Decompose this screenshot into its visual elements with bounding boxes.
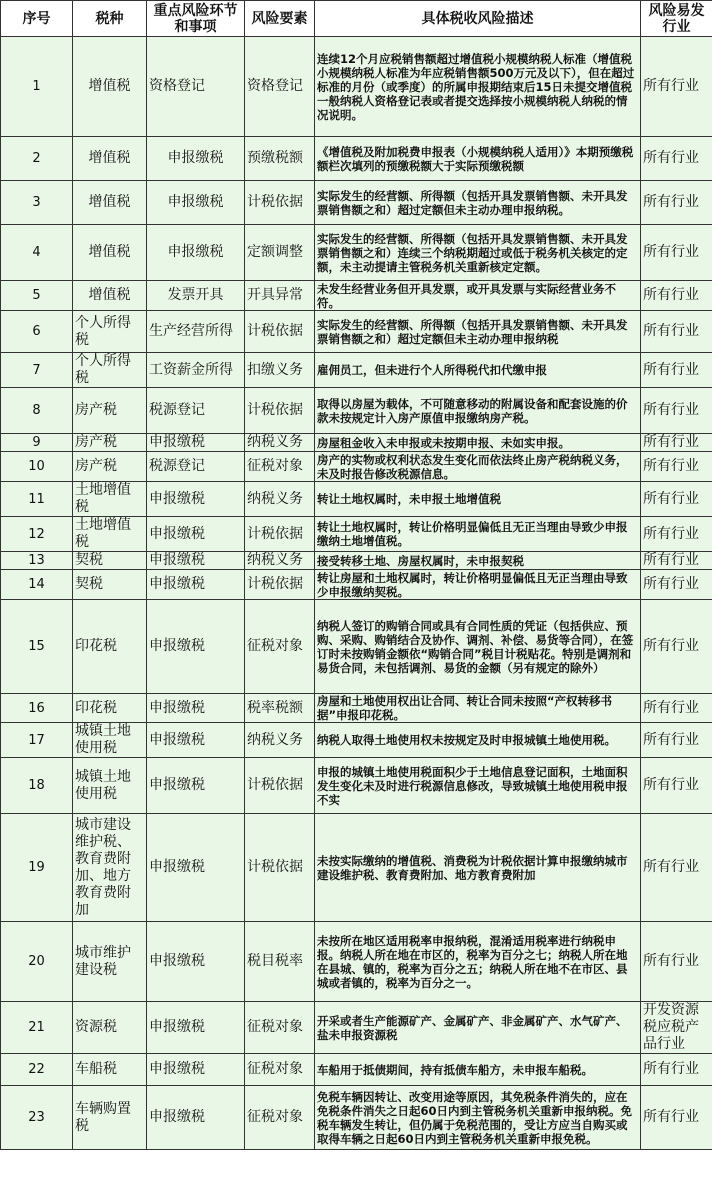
risk-element-cell: 资格登记 xyxy=(245,37,315,137)
table-row xyxy=(1,694,712,723)
risk-phase-cell: 申报缴税 xyxy=(147,814,245,922)
risk-description-cell: 取得以房屋为载体，不可随意移动的附属设备和配套设施的价款未按规定计入房产原值申报缴纳房产税。 xyxy=(315,388,641,434)
row-number-cell: 18 xyxy=(1,758,73,814)
risk-phase-cell: 申报缴税 xyxy=(147,723,245,758)
risk-description-cell: 房屋租金收入未申报或未按期申报、未如实申报。 xyxy=(315,434,641,452)
risk-element-cell: 计税依据 xyxy=(245,570,315,600)
risk-industry-cell: 所有行业 xyxy=(641,552,712,570)
row-number-cell: 1 xyxy=(1,37,73,137)
risk-description-cell: 纳税人签订的购销合同或具有合同性质的凭证（包括供应、预购、采购、购销结合及协作、调剂、补偿、易货等合同），在签订时未按购销金额依“购销合同”税目计税贴花。特别是调剂和易货合同，未包括调剂、易货的金额（另有规定的除外） xyxy=(315,600,641,694)
tax-type-cell: 增值税 xyxy=(73,225,147,281)
table-row xyxy=(1,758,712,814)
tax-type-cell: 城市建设维护税、教育费附加、地方教育费附加 xyxy=(73,814,147,922)
tax-type-cell: 城市维护建设税 xyxy=(73,922,147,1002)
tax-type-cell: 资源税 xyxy=(73,1002,147,1054)
risk-element-cell: 征税对象 xyxy=(245,1002,315,1054)
row-number-cell: 20 xyxy=(1,922,73,1002)
risk-description-cell: 申报的城镇土地使用税面积少于土地信息登记面积，土地面积发生变化未及时进行税源信息修改，导致城镇土地使用税申报不实 xyxy=(315,758,641,814)
header-phase: 重点风险环节和事项 xyxy=(147,1,245,37)
risk-industry-cell: 所有行业 xyxy=(641,434,712,452)
tax-type-cell: 契税 xyxy=(73,552,147,570)
risk-industry-cell: 所有行业 xyxy=(641,482,712,517)
tax-type-cell: 城镇土地使用税 xyxy=(73,758,147,814)
risk-element-cell: 税目税率 xyxy=(245,922,315,1002)
risk-industry-cell: 所有行业 xyxy=(641,600,712,694)
header-desc: 具体税收风险描述 xyxy=(315,1,641,37)
risk-element-cell: 扣缴义务 xyxy=(245,353,315,388)
risk-phase-cell: 申报缴税 xyxy=(147,434,245,452)
risk-industry-cell: 所有行业 xyxy=(641,570,712,600)
table-row xyxy=(1,452,712,482)
risk-element-cell: 征税对象 xyxy=(245,600,315,694)
risk-phase-cell: 发票开具 xyxy=(147,281,245,311)
risk-industry-cell: 所有行业 xyxy=(641,922,712,1002)
risk-element-cell: 开具异常 xyxy=(245,281,315,311)
risk-phase-cell: 申报缴税 xyxy=(147,181,245,225)
risk-description-cell: 纳税人取得土地使用权未按规定及时申报城镇土地使用税。 xyxy=(315,723,641,758)
risk-phase-cell: 申报缴税 xyxy=(147,922,245,1002)
tax-type-cell: 个人所得税 xyxy=(73,353,147,388)
risk-phase-cell: 资格登记 xyxy=(147,37,245,137)
risk-element-cell: 计税依据 xyxy=(245,758,315,814)
risk-element-cell: 计税依据 xyxy=(245,388,315,434)
risk-description-cell: 转让土地权属时，转让价格明显偏低且无正当理由导致少申报缴纳土地增值税。 xyxy=(315,517,641,552)
table-row xyxy=(1,723,712,758)
risk-industry-cell: 所有行业 xyxy=(641,517,712,552)
table-row xyxy=(1,814,712,922)
row-number-cell: 21 xyxy=(1,1002,73,1054)
row-number-cell: 3 xyxy=(1,181,73,225)
row-number-cell: 13 xyxy=(1,552,73,570)
risk-element-cell: 计税依据 xyxy=(245,181,315,225)
row-number-cell: 7 xyxy=(1,353,73,388)
row-number-cell: 15 xyxy=(1,600,73,694)
risk-description-cell: 未发生经营业务但开具发票，或开具发票与实际经营业务不符。 xyxy=(315,281,641,311)
tax-type-cell: 增值税 xyxy=(73,281,147,311)
risk-description-cell: 房屋和土地使用权出让合同、转让合同未按照“产权转移书据”申报印花税。 xyxy=(315,694,641,723)
row-number-cell: 4 xyxy=(1,225,73,281)
header-tax: 税种 xyxy=(73,1,147,37)
row-number-cell: 10 xyxy=(1,452,73,482)
tax-type-cell: 印花税 xyxy=(73,694,147,723)
table-row xyxy=(1,570,712,600)
risk-industry-cell: 所有行业 xyxy=(641,181,712,225)
risk-description-cell: 转让房屋和土地权属时，转让价格明显偏低且无正当理由导致少申报缴纳契税。 xyxy=(315,570,641,600)
risk-description-cell: 实际发生的经营额、所得额（包括开具发票销售额、未开具发票销售额之和）连续三个纳税期超过或低于税务机关核定的定额，未主动提请主管税务机关重新核定定额。 xyxy=(315,225,641,281)
risk-phase-cell: 申报缴税 xyxy=(147,1054,245,1086)
row-number-cell: 8 xyxy=(1,388,73,434)
risk-element-cell: 计税依据 xyxy=(245,517,315,552)
risk-description-cell: 实际发生的经营额、所得额（包括开具发票销售额、未开具发票销售额之和）超过定额但未主动办理申报纳税。 xyxy=(315,181,641,225)
table-body xyxy=(1,37,712,1150)
row-number-cell: 9 xyxy=(1,434,73,452)
risk-industry-cell: 所有行业 xyxy=(641,225,712,281)
tax-type-cell: 城镇土地使用税 xyxy=(73,723,147,758)
risk-description-cell: 转让土地权属时，未申报土地增值税 xyxy=(315,482,641,517)
risk-element-cell: 纳税义务 xyxy=(245,723,315,758)
risk-industry-cell: 所有行业 xyxy=(641,723,712,758)
risk-element-cell: 纳税义务 xyxy=(245,552,315,570)
risk-description-cell: 开采或者生产能源矿产、金属矿产、非金属矿产、水气矿产、盐未申报资源税 xyxy=(315,1002,641,1054)
tax-type-cell: 车辆购置税 xyxy=(73,1086,147,1150)
risk-industry-cell: 所有行业 xyxy=(641,758,712,814)
risk-industry-cell: 所有行业 xyxy=(641,452,712,482)
tax-type-cell: 土地增值税 xyxy=(73,517,147,552)
risk-phase-cell: 税源登记 xyxy=(147,452,245,482)
table-row xyxy=(1,225,712,281)
row-number-cell: 5 xyxy=(1,281,73,311)
risk-industry-cell: 所有行业 xyxy=(641,37,712,137)
table-row xyxy=(1,353,712,388)
risk-industry-cell: 所有行业 xyxy=(641,311,712,353)
table-row xyxy=(1,517,712,552)
row-number-cell: 23 xyxy=(1,1086,73,1150)
risk-phase-cell: 生产经营所得 xyxy=(147,311,245,353)
risk-industry-cell: 所有行业 xyxy=(641,814,712,922)
risk-description-cell: 《增值税及附加税费申报表（小规模纳税人适用）》本期预缴税额栏次填列的预缴税额大于实际预缴税额 xyxy=(315,137,641,181)
risk-industry-cell: 开发资源税应税产品行业 xyxy=(641,1002,712,1054)
tax-type-cell: 契税 xyxy=(73,570,147,600)
header-no: 序号 xyxy=(1,1,73,37)
table-row xyxy=(1,388,712,434)
risk-description-cell: 实际发生的经营额、所得额（包括开具发票销售额、未开具发票销售额之和）超过定额但未主动办理申报纳税 xyxy=(315,311,641,353)
tax-type-cell: 个人所得税 xyxy=(73,311,147,353)
tax-type-cell: 印花税 xyxy=(73,600,147,694)
table-row xyxy=(1,1054,712,1086)
header-industry: 风险易发行业 xyxy=(641,1,712,37)
row-number-cell: 11 xyxy=(1,482,73,517)
risk-phase-cell: 申报缴税 xyxy=(147,482,245,517)
table-row xyxy=(1,37,712,137)
row-number-cell: 19 xyxy=(1,814,73,922)
tax-type-cell: 增值税 xyxy=(73,37,147,137)
risk-phase-cell: 税源登记 xyxy=(147,388,245,434)
tax-type-cell: 增值税 xyxy=(73,137,147,181)
risk-phase-cell: 申报缴税 xyxy=(147,137,245,181)
table-row xyxy=(1,137,712,181)
risk-industry-cell: 所有行业 xyxy=(641,694,712,723)
risk-phase-cell: 申报缴税 xyxy=(147,570,245,600)
risk-phase-cell: 申报缴税 xyxy=(147,1086,245,1150)
table-row xyxy=(1,552,712,570)
risk-phase-cell: 工资薪金所得 xyxy=(147,353,245,388)
table-row xyxy=(1,181,712,225)
risk-element-cell: 税率税额 xyxy=(245,694,315,723)
risk-industry-cell: 所有行业 xyxy=(641,353,712,388)
risk-industry-cell: 所有行业 xyxy=(641,1086,712,1150)
risk-element-cell: 定额调整 xyxy=(245,225,315,281)
risk-phase-cell: 申报缴税 xyxy=(147,225,245,281)
risk-description-cell: 房产的实物或权利状态发生变化而依法终止房产税纳税义务，未及时报告修改税源信息。 xyxy=(315,452,641,482)
risk-description-cell: 连续12个月应税销售额超过增值税小规模纳税人标准（增值税小规模纳税人标准为年应税销售额500万元及以下），但在超过标准的月份（或季度）的所属申报期结束后15日未提交增值税一般纳税人资格登记表或者提交选择按小规模纳税人纳税的情况说明。 xyxy=(315,37,641,137)
risk-element-cell: 纳税义务 xyxy=(245,434,315,452)
risk-element-cell: 预缴税额 xyxy=(245,137,315,181)
table-row xyxy=(1,1086,712,1150)
tax-type-cell: 增值税 xyxy=(73,181,147,225)
row-number-cell: 6 xyxy=(1,311,73,353)
header-element: 风险要素 xyxy=(245,1,315,37)
tax-type-cell: 房产税 xyxy=(73,452,147,482)
risk-industry-cell: 所有行业 xyxy=(641,388,712,434)
row-number-cell: 16 xyxy=(1,694,73,723)
row-number-cell: 17 xyxy=(1,723,73,758)
risk-phase-cell: 申报缴税 xyxy=(147,517,245,552)
table-row xyxy=(1,600,712,694)
tax-type-cell: 土地增值税 xyxy=(73,482,147,517)
row-number-cell: 14 xyxy=(1,570,73,600)
risk-description-cell: 接受转移土地、房屋权属时，未申报契税 xyxy=(315,552,641,570)
table-row xyxy=(1,922,712,1002)
risk-description-cell: 未按所在地区适用税率申报纳税，混淆适用税率进行纳税申报。纳税人所在地在市区的，税率为百分之七；纳税人所在地在县城、镇的，税率为百分之五；纳税人所在地不在市区、县城或者镇的，税率为百分之一。 xyxy=(315,922,641,1002)
risk-phase-cell: 申报缴税 xyxy=(147,552,245,570)
table-row xyxy=(1,482,712,517)
tax-type-cell: 房产税 xyxy=(73,388,147,434)
risk-description-cell: 免税车辆因转让、改变用途等原因，其免税条件消失的，应在免税条件消失之日起60日内到主管税务机关重新申报纳税。免税车辆发生转让，但仍属于免税范围的，受让方应当自购买或取得车辆之日起60日内到主管税务机关重新申报免税。 xyxy=(315,1086,641,1150)
table-row xyxy=(1,1002,712,1054)
tax-type-cell: 车船税 xyxy=(73,1054,147,1086)
tax-type-cell: 房产税 xyxy=(73,434,147,452)
risk-element-cell: 纳税义务 xyxy=(245,482,315,517)
risk-phase-cell: 申报缴税 xyxy=(147,758,245,814)
risk-element-cell: 计税依据 xyxy=(245,311,315,353)
table-row xyxy=(1,311,712,353)
risk-description-cell: 未按实际缴纳的增值税、消费税为计税依据计算申报缴纳城市建设维护税、教育费附加、地方教育费附加 xyxy=(315,814,641,922)
risk-phase-cell: 申报缴税 xyxy=(147,694,245,723)
risk-industry-cell: 所有行业 xyxy=(641,137,712,181)
risk-industry-cell: 所有行业 xyxy=(641,281,712,311)
risk-element-cell: 征税对象 xyxy=(245,1086,315,1150)
risk-description-cell: 车船用于抵债期间，持有抵债车船方，未申报车船税。 xyxy=(315,1054,641,1086)
table-row xyxy=(1,281,712,311)
risk-description-cell: 雇佣员工，但未进行个人所得税代扣代缴申报 xyxy=(315,353,641,388)
row-number-cell: 12 xyxy=(1,517,73,552)
risk-element-cell: 征税对象 xyxy=(245,452,315,482)
risk-industry-cell: 所有行业 xyxy=(641,1054,712,1086)
table-row xyxy=(1,434,712,452)
risk-phase-cell: 申报缴税 xyxy=(147,1002,245,1054)
row-number-cell: 22 xyxy=(1,1054,73,1086)
row-number-cell: 2 xyxy=(1,137,73,181)
risk-phase-cell: 申报缴税 xyxy=(147,600,245,694)
risk-element-cell: 征税对象 xyxy=(245,1054,315,1086)
header-row xyxy=(1,1,712,37)
risk-element-cell: 计税依据 xyxy=(245,814,315,922)
